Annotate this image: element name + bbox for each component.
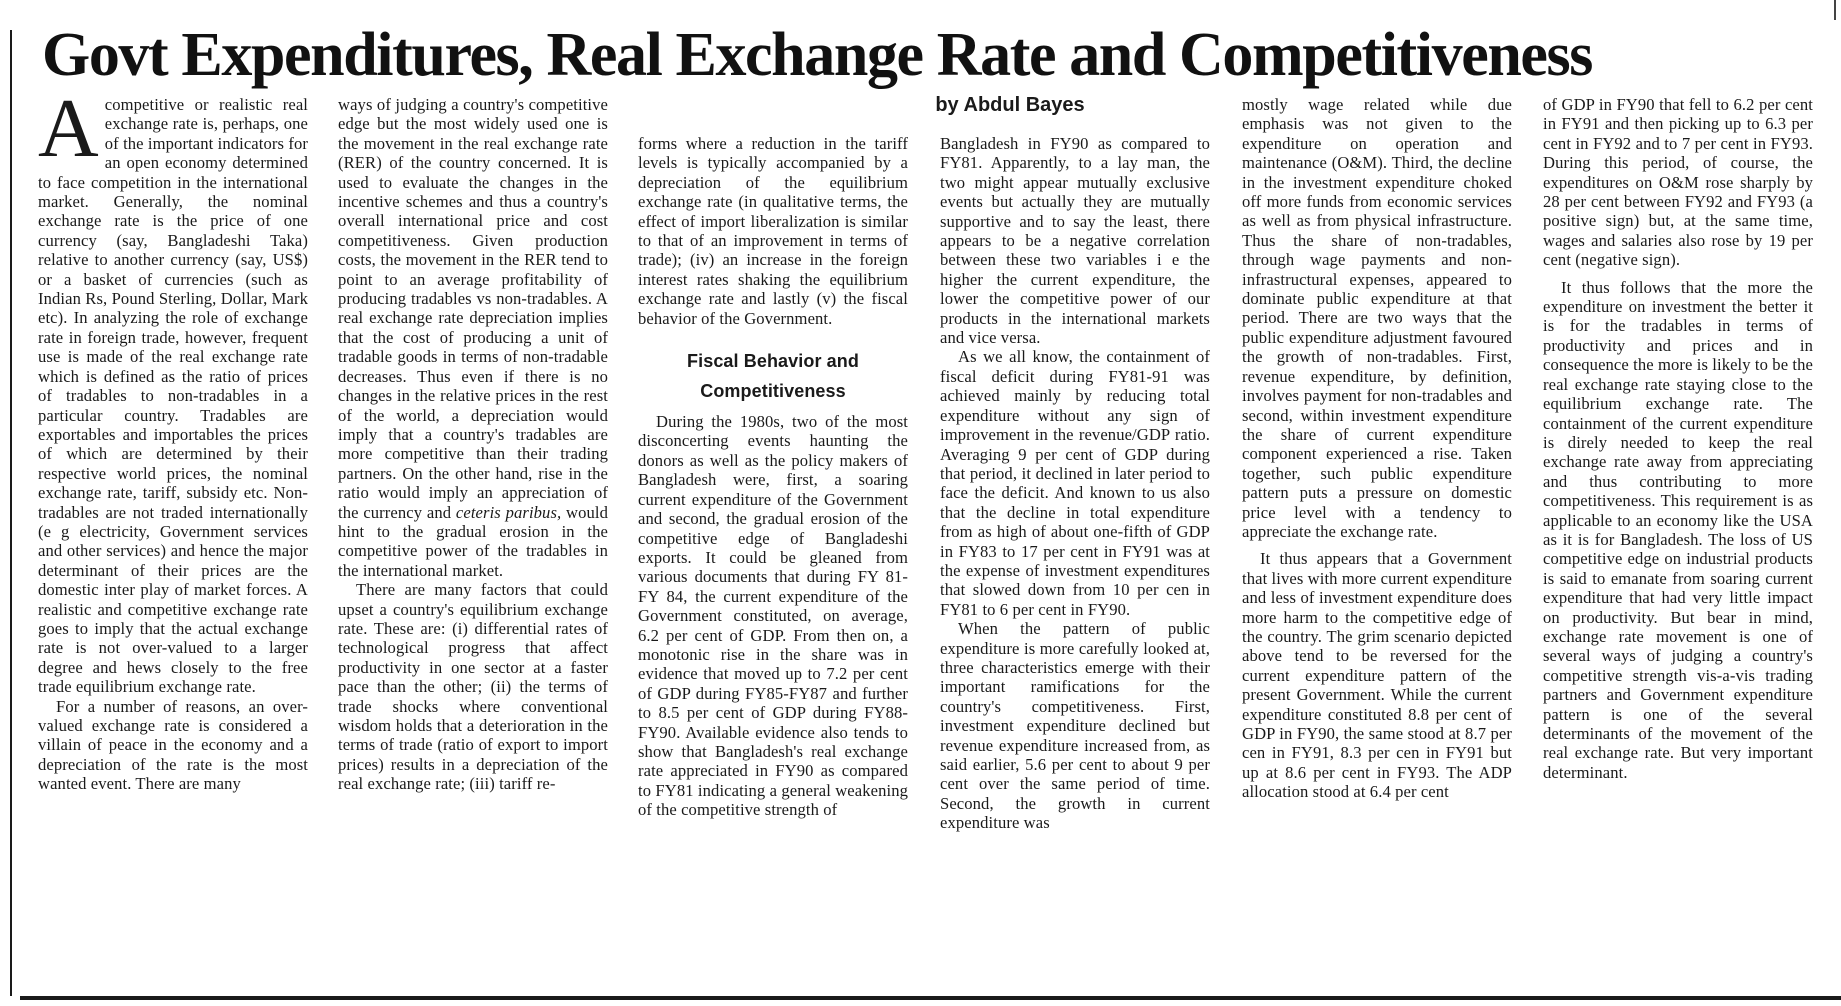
subhead-line-2: Competitiveness: [700, 381, 846, 402]
right-edge-mark: [1834, 0, 1836, 20]
column-2-text-1: ways of judging a country's competitive edge but the most widely used one is the movement in the real exchange rate (RER) of the country concerned. It is used to evaluate the changes in the incentive schemes and thus a country's overall international price and cost competitiveness. Given production costs, the movement in the RER tend to point to an average profitability of producing tradables vs non-tradables. A real exchange rate depreciation implies that the cost of producing a unit of tradable goods in terms of non-tradable decreases. Thus even if there is no changes in the relative prices in the rest of the world, a depreciation would imply that a country's tradables are more competitive than their trading partners. On the other hand, rise in the ratio would imply an appreciation of the currency and: [338, 95, 608, 522]
column-1-paragraph-2: For a number of reasons, an over-valued exchange rate is considered a villain of peace in the economy and a depreciation of the rate is the most wanted event. There are many: [38, 696, 308, 794]
column-3: [638, 134, 908, 820]
column-5: [1242, 95, 1512, 802]
drop-cap: A: [38, 82, 99, 175]
column-2: [338, 95, 608, 794]
article-headline: Govt Expenditures, Real Exchange Rate and Competitiveness: [42, 21, 1593, 89]
column-2-paragraph-2: There are many factors that could upset a country's equilibrium exchange rate. These are: (i) differential rates of technological progress that affect productivity in one sector at a faster pace than the other; (ii) the terms of trade shocks where conventional wisdom holds that a deterioration in the terms of trade (ratio of export to import prices) results in a depreciation of the real exchange rate; (iii) tariff re-: [338, 580, 608, 794]
column-1: [38, 82, 308, 794]
column-5-paragraph-1: mostly wage related while due emphasis was not given to the expenditure on operation and maintenance (O&M). Third, the decline in the investment expenditure choked off more funds from economic services as well as from physical infrastructure. Thus the share of non-tradables, through wage payments and non-infrastructural expenses, appeared to dominate public expenditure at that period. There are two ways that the public expenditure adjustment favoured the growth of non-tradables. First, revenue expenditure, by definition, involves payment for non-tradables and second, within investment expenditure the share of current expenditure component experienced a rise. Taken together, such public expenditure pattern puts a pressure on domestic price level with a tendency to appreciate the exchange rate.: [1242, 95, 1512, 541]
column-6-paragraph-2: It thus follows that the more the expenditure on investment the better it is for the tradables in terms of productivity and prices and in consequence the more is likely to be the real exchange rate staying close to the equilibrium exchange rate. The containment of the current expenditure is direly needed to keep the real exchange rate away from appreciating and thus contributing to more competitiveness. This requirement is as applicable to an economy like the USA as it is for Bangladesh. The loss of US competitive edge on industrial products is said to emanate from soaring current expenditure that had very little impact on productivity. But bear in mind, exchange rate movement is one of several ways of judging a country's competitive strength vis-a-vis trading partners and Government expenditure pattern is one of the several determinants of the movement of the real exchange rate. But very important determinant.: [1543, 277, 1813, 782]
column-4-paragraph-1: Bangladesh in FY90 as compared to FY81. Apparently, to a lay man, the two might appear mutually exclusive events but actually they are mutually supportive and to say the least, there appears to be a negative correlation between these two variables i e the higher the current expenditure, the lower the competitive power of our products in the international markets and vice versa.: [940, 134, 1210, 348]
section-subhead: [638, 346, 908, 406]
bottom-rule: [20, 996, 1841, 1000]
column-2-paragraph-1: [338, 95, 608, 580]
column-5-paragraph-2: It thus appears that a Government that lives with more current expenditure and less of investment expenditure does more harm to the competitive edge of the country. The grim scenario depicted above tend to be reversed for the current expenditure pattern of the present Government. While the current expenditure constituted 8.8 per cent of GDP in FY90, the same stood at 8.7 per cen in FY91, 8.3 per cen in FY91 but up at 8.6 per cent in FY93. The ADP allocation stood at 6.4 per cent: [1242, 549, 1512, 802]
column-2-italic-phrase: ceteris paribus,: [455, 502, 562, 522]
column-1-paragraph-1: [38, 82, 308, 697]
column-1-text-1: competitive or realistic real exchange rate is, perhaps, one of the important indicators for an open economy determined to face competition in the international market. Generally, the nominal exchange rate is the price of one currency (say, Bangladeshi Taka) relative to another currency (say, US$) or a basket of currencies (such as Indian Rs, Pound Sterling, Dollar, Mark etc). In analyzing the role of exchange rate in foreign trade, however, frequent use is made of the real exchange rate which is defined as the ratio of prices of tradables to non-tradables in a particular country. Tradables are exportables and importables the prices of which are determined by their respective world prices, the nominal exchange rate, tariff, subsidy etc. Non-tradables are not traded internationally (e g electricity, Government services and other services) and hence the major determinant of their prices are the domestic inter play of market forces. A realistic and competitive exchange rate goes to imply that the actual exchange rate is not over-valued to a larger degree and hews closely to the free trade equilibrium exchange rate.: [38, 95, 308, 697]
column-3-paragraph-2: During the 1980s, two of the most disconcerting events haunting the donors as well as the policy makers of Bangladesh were, first, a soaring current expenditure of the Government and second, the gradual erosion of the competitive edge of Bangladeshi exports. It could be gleaned from various documents that during FY 81-FY 84, the current expenditure of the Government constituted, on average, 6.2 per cent of GDP. From then on, a monotonic rise in the share was in evidence that moved up to 7.2 per cent of GDP during FY85-FY87 and further to 8.5 per cent of GDP during FY88-FY90. Available evidence also tends to show that Bangladesh's real exchange rate appreciated in FY90 as compared to FY81 indicating a general weakening of the competitive strength of: [638, 412, 908, 820]
column-2-text-1-end: would hint to the gradual erosion in the competitive power of the tradables in the international market.: [338, 502, 608, 580]
column-6: [1543, 95, 1813, 782]
column-4-paragraph-3: When the pattern of public expenditure is more carefully looked at, three characteristics emerge with their important ramifications for the country's competitiveness. First, investment expenditure declined but revenue expenditure increased from, as said earlier, 5.6 per cent to about 9 per cent over the same period of time. Second, the growth in current expenditure was: [940, 619, 1210, 833]
subhead-line-1: Fiscal Behavior and: [687, 351, 859, 372]
column-4: [940, 134, 1210, 833]
column-3-paragraph-1: forms where a reduction in the tariff levels is typically accompanied by a depreciation of the equilibrium exchange rate (in qualitative terms, the effect of import liberalization is similar to that of an improvement in terms of trade); (iv) an increase in the foreign interest rates shaking the equilibrium exchange rate and lastly (v) the fiscal behavior of the Government.: [638, 134, 908, 328]
article-byline: by Abdul Bayes: [935, 94, 1085, 116]
column-4-paragraph-2: As we all know, the containment of fiscal deficit during FY81-91 was achieved mainly by reducing total expenditure without any sign of improvement in the revenue/GDP ratio. Averaging 9 per cent of GDP during that period, it declined in later period to face the deficit. And known to us also that the decline in total expenditure from as high of about one-fifth of GDP in FY83 to 17 per cent in FY91 was at the expense of investment expenditures that slowed down from 10 per cen in FY81 to 6 per cent in FY90.: [940, 347, 1210, 619]
column-6-paragraph-1: of GDP in FY90 that fell to 6.2 per cent in FY91 and then picking up to 6.3 per cent in FY92 and to 7 per cent in FY93. During this period, of course, the expenditures on O&M rose sharply by 28 per cent between FY92 and FY93 (a positive sign) but, at the same time, wages and salaries also rose by 19 per cent (negative sign).: [1543, 95, 1813, 270]
left-column-rule: [10, 30, 12, 996]
